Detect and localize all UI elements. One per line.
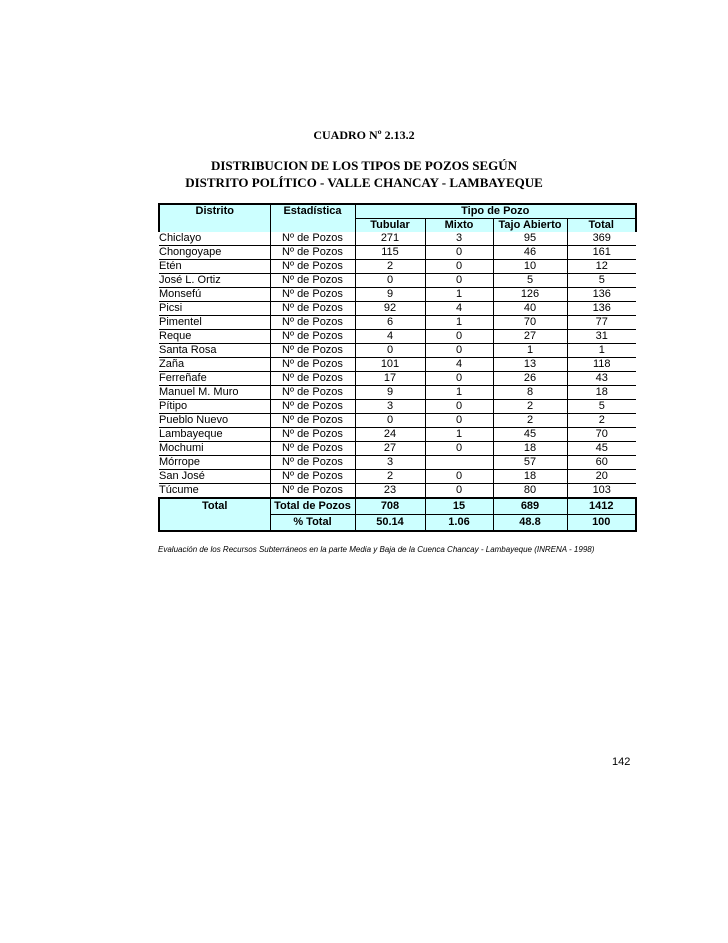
cell-distrito: Monsefú xyxy=(159,288,270,302)
total-estadistica: Total de Pozos xyxy=(270,498,355,515)
table-row xyxy=(159,442,636,456)
cell-distrito: Chiclayo xyxy=(159,232,270,246)
total-row xyxy=(159,498,636,515)
cell-mixto: 0 xyxy=(425,414,493,428)
cell-tajo-abierto: 8 xyxy=(493,386,567,400)
table-row xyxy=(159,260,636,274)
cell-distrito: Santa Rosa xyxy=(159,344,270,358)
cell-estadistica: Nº de Pozos xyxy=(270,470,355,484)
cell-total: 118 xyxy=(567,358,636,372)
table-body xyxy=(159,232,636,531)
cell-estadistica: Nº de Pozos xyxy=(270,288,355,302)
cell-total: 5 xyxy=(567,400,636,414)
cell-tubular: 92 xyxy=(355,302,425,316)
cell-tajo-abierto: 2 xyxy=(493,414,567,428)
cell-tubular: 2 xyxy=(355,470,425,484)
cell-tubular: 24 xyxy=(355,428,425,442)
cell-mixto xyxy=(425,456,493,470)
cell-distrito: San José xyxy=(159,470,270,484)
cell-total: 5 xyxy=(567,274,636,288)
table-row xyxy=(159,400,636,414)
table-row xyxy=(159,288,636,302)
cell-total: 2 xyxy=(567,414,636,428)
table-row xyxy=(159,428,636,442)
cell-mixto: 0 xyxy=(425,442,493,456)
cell-total: 60 xyxy=(567,456,636,470)
table-row xyxy=(159,330,636,344)
cell-tubular: 9 xyxy=(355,386,425,400)
cell-total: 77 xyxy=(567,316,636,330)
cell-mixto: 0 xyxy=(425,484,493,499)
cell-tubular: 0 xyxy=(355,274,425,288)
page-number: 142 xyxy=(612,756,631,768)
cell-mixto: 0 xyxy=(425,246,493,260)
cell-tajo-abierto: 2 xyxy=(493,400,567,414)
total-label: Total xyxy=(159,498,270,515)
cell-tajo-abierto: 27 xyxy=(493,330,567,344)
header-distrito: Distrito xyxy=(159,204,270,232)
header-estadistica: Estadística xyxy=(270,204,355,232)
table-row xyxy=(159,414,636,428)
cell-distrito: Ferreñafe xyxy=(159,372,270,386)
cell-mixto: 0 xyxy=(425,260,493,274)
cell-tajo-abierto: 40 xyxy=(493,302,567,316)
cell-mixto: 0 xyxy=(425,330,493,344)
cell-tubular: 0 xyxy=(355,414,425,428)
cell-estadistica: Nº de Pozos xyxy=(270,274,355,288)
cell-mixto: 0 xyxy=(425,344,493,358)
cell-distrito: Reque xyxy=(159,330,270,344)
total-total: 1412 xyxy=(567,498,636,515)
cell-distrito: Pítipo xyxy=(159,400,270,414)
cell-total: 369 xyxy=(567,232,636,246)
cell-tubular: 23 xyxy=(355,484,425,499)
cell-tajo-abierto: 46 xyxy=(493,246,567,260)
cell-total: 20 xyxy=(567,470,636,484)
cell-mixto: 3 xyxy=(425,232,493,246)
table-row xyxy=(159,274,636,288)
cell-estadistica: Nº de Pozos xyxy=(270,414,355,428)
cell-distrito: Túcume xyxy=(159,484,270,499)
cell-tajo-abierto: 13 xyxy=(493,358,567,372)
cell-tubular: 4 xyxy=(355,330,425,344)
percent-tubular: 50.14 xyxy=(355,515,425,532)
header-total: Total xyxy=(567,219,636,233)
cell-total: 136 xyxy=(567,302,636,316)
cell-tubular: 9 xyxy=(355,288,425,302)
table-row xyxy=(159,386,636,400)
cell-estadistica: Nº de Pozos xyxy=(270,372,355,386)
header-tipo-de-pozo: Tipo de Pozo xyxy=(355,204,636,219)
cell-estadistica: Nº de Pozos xyxy=(270,428,355,442)
cell-mixto: 1 xyxy=(425,288,493,302)
percent-label-empty xyxy=(159,515,270,532)
cell-mixto: 0 xyxy=(425,372,493,386)
source-footnote: Evaluación de los Recursos Subterráneos en la parte Media y Baja de la Cuenca Chancay - Lambayeque (INRENA - 1998) xyxy=(158,545,595,554)
wells-table xyxy=(158,203,637,532)
cell-total: 18 xyxy=(567,386,636,400)
cell-mixto: 4 xyxy=(425,302,493,316)
cell-distrito: Manuel M. Muro xyxy=(159,386,270,400)
cell-estadistica: Nº de Pozos xyxy=(270,400,355,414)
total-mixto: 15 xyxy=(425,498,493,515)
cell-tubular: 3 xyxy=(355,400,425,414)
cell-tajo-abierto: 1 xyxy=(493,344,567,358)
cell-tajo-abierto: 10 xyxy=(493,260,567,274)
cell-distrito: Picsi xyxy=(159,302,270,316)
table-header xyxy=(159,204,636,232)
percent-tajo-abierto: 48.8 xyxy=(493,515,567,532)
percent-total: 100 xyxy=(567,515,636,532)
cell-distrito: Chongoyape xyxy=(159,246,270,260)
cell-distrito: Pimentel xyxy=(159,316,270,330)
cell-distrito: Etén xyxy=(159,260,270,274)
cell-mixto: 0 xyxy=(425,470,493,484)
header-tajo-abierto: Tajo Abierto xyxy=(493,219,567,233)
cell-distrito: Mochumi xyxy=(159,442,270,456)
cell-tajo-abierto: 18 xyxy=(493,442,567,456)
cell-estadistica: Nº de Pozos xyxy=(270,232,355,246)
cell-mixto: 4 xyxy=(425,358,493,372)
cell-total: 1 xyxy=(567,344,636,358)
cell-estadistica: Nº de Pozos xyxy=(270,260,355,274)
cell-total: 31 xyxy=(567,330,636,344)
total-tajo-abierto: 689 xyxy=(493,498,567,515)
cell-mixto: 0 xyxy=(425,400,493,414)
cell-distrito: Mórrope xyxy=(159,456,270,470)
table-row xyxy=(159,302,636,316)
percent-estadistica: % Total xyxy=(270,515,355,532)
cell-tubular: 0 xyxy=(355,344,425,358)
percent-mixto: 1.06 xyxy=(425,515,493,532)
cell-total: 70 xyxy=(567,428,636,442)
cell-total: 136 xyxy=(567,288,636,302)
cell-mixto: 0 xyxy=(425,274,493,288)
cell-total: 103 xyxy=(567,484,636,499)
cell-tubular: 271 xyxy=(355,232,425,246)
cell-distrito: Pueblo Nuevo xyxy=(159,414,270,428)
cell-total: 43 xyxy=(567,372,636,386)
cell-tajo-abierto: 80 xyxy=(493,484,567,499)
cell-mixto: 1 xyxy=(425,316,493,330)
cell-estadistica: Nº de Pozos xyxy=(270,330,355,344)
subtitle-line-2: DISTRITO POLÍTICO - VALLE CHANCAY - LAMBAYEQUE xyxy=(185,175,543,190)
cell-estadistica: Nº de Pozos xyxy=(270,246,355,260)
cell-tubular: 115 xyxy=(355,246,425,260)
cell-tajo-abierto: 70 xyxy=(493,316,567,330)
cell-tajo-abierto: 95 xyxy=(493,232,567,246)
cell-total: 45 xyxy=(567,442,636,456)
cell-estadistica: Nº de Pozos xyxy=(270,442,355,456)
page-title: CUADRO Nº 2.13.2 xyxy=(313,128,415,142)
cell-tubular: 2 xyxy=(355,260,425,274)
cell-tajo-abierto: 5 xyxy=(493,274,567,288)
cell-estadistica: Nº de Pozos xyxy=(270,456,355,470)
cell-tubular: 17 xyxy=(355,372,425,386)
cell-tajo-abierto: 45 xyxy=(493,428,567,442)
table-row xyxy=(159,316,636,330)
cell-estadistica: Nº de Pozos xyxy=(270,484,355,499)
cell-estadistica: Nº de Pozos xyxy=(270,344,355,358)
header-mixto: Mixto xyxy=(425,219,493,233)
cell-total: 161 xyxy=(567,246,636,260)
cell-tubular: 101 xyxy=(355,358,425,372)
cell-tubular: 6 xyxy=(355,316,425,330)
table-row xyxy=(159,470,636,484)
cell-distrito: Lambayeque xyxy=(159,428,270,442)
table-row xyxy=(159,246,636,260)
subtitle-line-1: DISTRIBUCION DE LOS TIPOS DE POZOS SEGÚN xyxy=(210,158,518,173)
table-row xyxy=(159,456,636,470)
cell-mixto: 1 xyxy=(425,386,493,400)
cell-estadistica: Nº de Pozos xyxy=(270,386,355,400)
cell-estadistica: Nº de Pozos xyxy=(270,358,355,372)
cell-total: 12 xyxy=(567,260,636,274)
table-row xyxy=(159,484,636,499)
cell-distrito: José L. Ortiz xyxy=(159,274,270,288)
cell-distrito: Zaña xyxy=(159,358,270,372)
table-row xyxy=(159,358,636,372)
table-row xyxy=(159,372,636,386)
cell-estadistica: Nº de Pozos xyxy=(270,316,355,330)
cell-tajo-abierto: 18 xyxy=(493,470,567,484)
cell-tajo-abierto: 126 xyxy=(493,288,567,302)
percent-row xyxy=(159,515,636,532)
cell-tubular: 27 xyxy=(355,442,425,456)
total-tubular: 708 xyxy=(355,498,425,515)
table-row xyxy=(159,232,636,246)
cell-estadistica: Nº de Pozos xyxy=(270,302,355,316)
table-row xyxy=(159,344,636,358)
cell-tajo-abierto: 26 xyxy=(493,372,567,386)
cell-tubular: 3 xyxy=(355,456,425,470)
header-tubular: Tubular xyxy=(355,219,425,233)
cell-mixto: 1 xyxy=(425,428,493,442)
cell-tajo-abierto: 57 xyxy=(493,456,567,470)
